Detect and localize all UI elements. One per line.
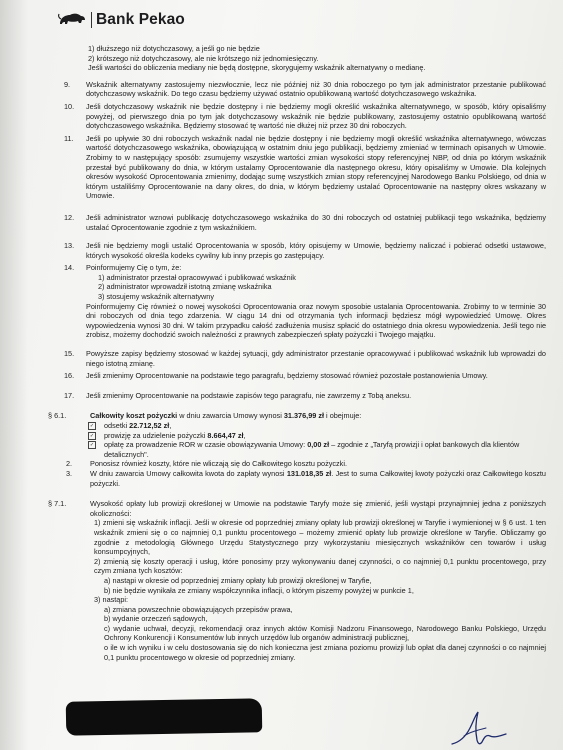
paragraph-number: 13. <box>64 241 75 251</box>
paragraph-number: 15. <box>64 349 75 359</box>
paragraph-text: Jeśli zmienimy Oprocentowanie na podstawie tego paragrafu, będziemy stosować również pozostałe postanowienia Umowy. <box>86 371 488 381</box>
section-7-1 <box>40 499 546 662</box>
text-span: W dniu zawarcia Umowy całkowita kwota do zapłaty wynosi <box>90 468 287 478</box>
list-item: 3) stosujemy wskaźnik alternatywny <box>98 292 214 302</box>
text-span: w dniu zawarcia Umowy wynosi <box>177 411 284 421</box>
cost-item <box>40 440 546 459</box>
paragraph-number: 10. <box>64 101 75 111</box>
page-header <box>57 8 185 32</box>
total-amount: 131.018,35 zł <box>286 468 332 478</box>
condition-note: o ile w ich wyniku i w celu dostosowania się do nich konieczna jest zmiana poziomu prowizji lub opłat dla danej czynności o co najmniej 0,1 punktu procentowego w okresie od poprzedniej zmiany. <box>104 643 546 662</box>
condition-item: 1) zmieni się wskaźnik inflacji. Jeśli w okresie od poprzedniej zmiany opłaty lub prowizji określonej w Taryfie i wymienionej w § 6 ust. 1 ten wskaźnik zmieni się o co najmniej 0,1 punktu procentowego – możemy zmienić opłaty lub prowizje określone w Taryfie. Obliczamy go zgodnie z metodologią Głównego Urzędu Statystycznego przy wykorzystaniu miesięcznych wskaźników cen towarów i usług konsumpcyjnych, <box>94 518 546 557</box>
page-edge-shadow <box>0 0 28 750</box>
paragraph-12 <box>40 213 546 232</box>
paragraph-10 <box>40 102 546 131</box>
cost-item <box>40 421 546 431</box>
condition-sub-item: c) wydanie uchwał, decyzji, rekomendacji oraz innych aktów Komisji Nadzoru Finansowego, Narodowego Banku Polskiego, Urzędu Ochrony Konkurencji i Konsumentów lub innych urzędów lub organów administracji publicznej, <box>104 623 546 643</box>
condition-sub-item: a) nastąpi w okresie od poprzedniej zmiany opłaty lub prowizji określonej w Taryfie, <box>104 575 372 585</box>
amount: 0,00 zł <box>307 440 330 450</box>
amount: 22.712,52 zł <box>129 421 170 430</box>
paragraph-14 <box>40 263 546 340</box>
section-intro: Wysokość opłaty lub prowizji określonej w Umowie na podstawie Taryfy może się zmienić, jeśli wystąpi przynajmniej jedna z poniższych okoliczności: <box>90 499 546 518</box>
signature-icon <box>446 706 508 750</box>
paragraph-11 <box>40 134 546 201</box>
paragraph-text: Poinformujemy Cię również o nowej wysokości Oprocentowania oraz nowym sposobie ustalania Oprocentowania. Zrobimy to w terminie 30 dni roboczych od dnia tego zdarzenia. W ciągu 14 dni od otrzymania tych informacji będziesz mógł wypowiedzieć Umowę. Okres wypowiedzenia wynosi 30 dni. W takim przypadku całość zadłużenia musisz spłacić do ostatniego dnia okresu wypowiedzenia. Jeśli tego nie zrobisz, możemy dochodzić swoich należności z prawnych zabezpieczeń spłaty pożyczki i Twojego majątku. <box>86 301 546 340</box>
checkbox-icon: ✓ <box>89 442 95 449</box>
condition-sub-item: b) wydanie orzeczeń sądowych, <box>104 614 208 624</box>
paragraph-text: Powyższe zapisy będziemy stosować w każdej sytuacji, gdy administrator przestanie opracowywać i publikować wskaźnik lub wprowadzi do niego istotną zmianę. <box>86 349 546 368</box>
cost-item <box>40 431 546 441</box>
section-6-1 <box>40 411 546 488</box>
paragraph-15 <box>40 349 546 368</box>
text-span: – zgodnie z „Taryfą prowizji i opłat bankowych dla klientów detalicznych". <box>104 440 520 459</box>
paragraph-13 <box>40 241 546 260</box>
paragraph-17 <box>40 391 546 401</box>
condition-sub-item: a) zmiana powszechnie obowiązujących przepisów prawa, <box>104 604 293 614</box>
amount: 8.664,47 zł <box>207 430 244 440</box>
list-item: 1) dłuższego niż dotychczasowy, a jeśli go nie będzie <box>88 44 260 53</box>
paragraph-intro: Poinformujemy Cię o tym, że: <box>86 263 182 273</box>
condition-item: 2) zmienią się koszty operacji i usług, które ponosimy przy wykonywaniu danej czynności, o co najmniej 0,1 punktu procentowego, przy czym zmiana tych kosztów: <box>94 556 546 576</box>
paragraph-number: 17. <box>64 390 75 400</box>
paragraph-number: 12. <box>64 212 75 222</box>
text-span: prowizję za udzielenie pożyczki <box>104 430 208 440</box>
list-item: 2) administrator wprowadził istotną zmianę wskaźnika <box>98 282 272 292</box>
text-span: i obejmuje: <box>324 411 362 421</box>
paragraph-text: Jeśli dotychczasowy wskaźnik nie będzie dostępny i nie będziemy mogli określić wskaźnika alternatywnego, w sposób, który opisaliśmy powyżej, od pierwszego dnia po tym jak dotychczasowy wskaźnik nie będzie publikowany, zastosujemy ostatnio opublikowaną wartość dotychczasowego wskaźnika. Będziemy stosować tę wartość nie dłużej niż przez 30 dni roboczych. <box>86 101 546 131</box>
bison-logo-icon <box>57 11 87 29</box>
checkbox-icon: ✓ <box>89 423 95 429</box>
paragraph-text: Jeśli zmienimy Oprocentowanie na podstawie zapisów tego paragrafu, nie zawrzemy z Tobą aneksu. <box>86 390 412 400</box>
text-span: opłatę za prowadzenie ROR w czasie obowiązywania Umowy: <box>104 440 308 450</box>
total-cost-amount: 31.376,99 zł <box>283 411 325 421</box>
text-span: , <box>169 421 172 430</box>
section-intro <box>90 411 546 421</box>
point-number: 3. <box>66 468 73 478</box>
paragraph-text: Jeśli administrator wznowi publikację dotychczasowego wskaźnika do 30 dni roboczych od ostatniej publikacji tego wskaźnika, będziemy ustalać Oprocentowanie zgodnie z tym wskaźnikiem. <box>86 212 546 232</box>
paragraph-number: 11. <box>64 133 74 143</box>
checkbox-icon: ✓ <box>89 432 95 439</box>
paragraph-9 <box>40 80 546 99</box>
condition-item: 3) nastąpi: <box>94 595 129 605</box>
list-item: 1) administrator przestał opracowywać i publikować wskaźnik <box>98 272 296 282</box>
point-text <box>90 469 546 488</box>
list-item: 2) krótszego niż dotychczasowy, ale nie krótszego niż jednomiesięczny. <box>88 53 319 63</box>
contract-text <box>40 44 546 662</box>
text-span: , <box>243 430 246 440</box>
section-number: § 7.1. <box>48 499 67 509</box>
redaction-block <box>66 698 263 735</box>
list-item: Jeśli wartości do obliczenia mediany nie będą dostępne, skorygujemy wskaźnik alternatywny o medianę. <box>88 63 426 73</box>
paragraph-number: 16. <box>64 371 75 381</box>
total-cost-label: Całkowity koszt pożyczki <box>90 411 178 421</box>
section-number: § 6.1. <box>48 411 67 421</box>
point-text: Ponosisz również koszty, które nie wliczają się do Całkowitego kosztu pożyczki. <box>90 459 347 469</box>
condition-sub-item: b) nie będzie wynikała ze zmiany współczynnika inflacji, o którym piszemy powyżej w punkcie 1, <box>104 585 414 595</box>
paragraph-text: Wskaźnik alternatywny zastosujemy niezwłocznie, lecz nie później niż 30 dnia roboczego po tym jak administrator przestanie publikować dotychczasowy wskaźnik. Do tego czasu będziemy używać ostatnio opublikowaną wartość dotychczasowego wskaźnika. <box>86 79 546 99</box>
text-span: . Jest to suma Całkowitej kwoty pożyczki oraz Całkowitego kosztu pożyczki. <box>90 468 546 488</box>
paragraph-text: Jeśli po upływie 30 dni roboczych wskaźnik nadal nie będzie dostępny i nie będziemy mogli określić wskaźnika alternatywnego, wówczas wartość dotychczasowego wskaźnika, obowiązującą w ostatnim dniu jego publikacji, będziemy zmieniać w terminach opisanych w Umowie. Zrobimy to w następujący sposób: zsumujemy wszystkie wartości zmian wysokości stopy referencyjnej NBP, od dnia po którym wskaźnik przestał być publikowany do dnia, w którym ustalamy Oprocentowanie dla następnego okresu, który opisaliśmy w Umowie. Dla kolejnych okresów wysokość Oprocentowania zmienimy, dodając sumę wszystkich zmian stopy referencyjnej Narodowego Banku Polskiego, od dnia w którym ustaliliśmy Oprocentowanie na dany okres, do dnia, w którym będziemy ustalać Oprocentowanie na następny okres wskazany w Umowie. <box>86 133 546 201</box>
text-span: odsetki <box>104 421 130 430</box>
paragraph-16 <box>40 371 546 381</box>
bank-name: Bank Pekao <box>91 12 185 28</box>
point-number: 2. <box>66 459 73 469</box>
paragraph-number: 9. <box>64 79 71 89</box>
paragraph-number: 14. <box>64 263 75 273</box>
paragraph-text: Jeśli nie będziemy mogli ustalić Oprocentowania w sposób, który opisujemy w Umowie, będziemy naliczać i pobierać odsetki ustawowe, których wysokość określa kodeks cywilny lub inny przepis go zastępujący. <box>86 241 546 260</box>
